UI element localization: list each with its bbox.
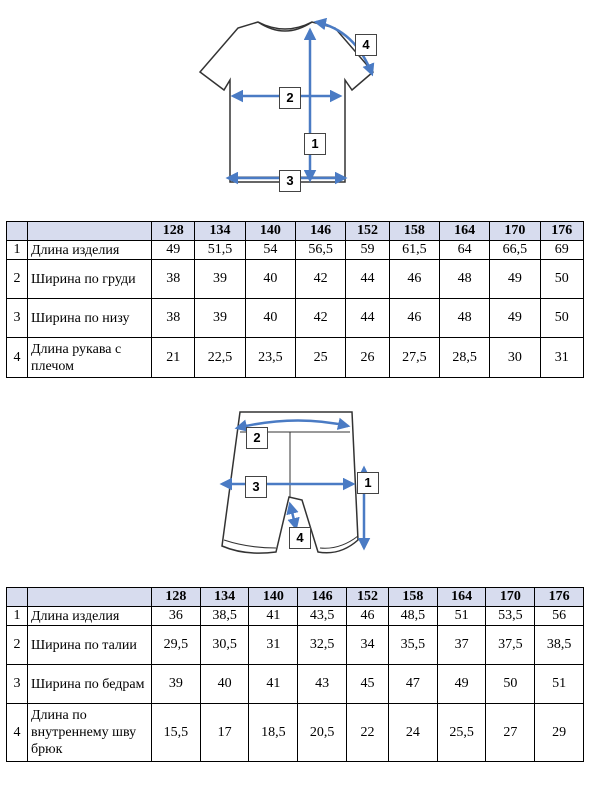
shorts-size-table bbox=[6, 587, 584, 762]
size-header: 176 bbox=[535, 588, 584, 607]
table-cell: 25,5 bbox=[437, 704, 486, 762]
header-blank bbox=[7, 222, 28, 241]
table-cell: 15,5 bbox=[152, 704, 201, 762]
tshirt-label-4: 4 bbox=[355, 34, 377, 56]
size-header: 170 bbox=[490, 222, 540, 241]
size-header: 164 bbox=[437, 588, 486, 607]
size-header: 158 bbox=[388, 588, 437, 607]
measure-name: Длина рукава с плечом bbox=[28, 338, 152, 378]
table-cell: 37,5 bbox=[486, 626, 535, 665]
table-cell: 46 bbox=[389, 260, 439, 299]
table-cell: 47 bbox=[388, 665, 437, 704]
table-cell: 32,5 bbox=[298, 626, 347, 665]
table-cell: 69 bbox=[540, 241, 583, 260]
table-cell: 50 bbox=[486, 665, 535, 704]
table-cell: 49 bbox=[490, 260, 540, 299]
table-cell: 30,5 bbox=[200, 626, 249, 665]
shorts-label-2: 2 bbox=[246, 427, 268, 449]
table-cell: 37 bbox=[437, 626, 486, 665]
table-cell: 56,5 bbox=[295, 241, 345, 260]
table-cell: 59 bbox=[346, 241, 389, 260]
table-cell: 18,5 bbox=[249, 704, 298, 762]
row-index: 4 bbox=[7, 704, 28, 762]
table-cell: 22 bbox=[346, 704, 388, 762]
size-header: 134 bbox=[195, 222, 245, 241]
size-header: 140 bbox=[245, 222, 295, 241]
table-cell: 41 bbox=[249, 607, 298, 626]
table-header-row bbox=[7, 588, 584, 607]
header-blank bbox=[28, 588, 152, 607]
size-header: 140 bbox=[249, 588, 298, 607]
table-cell: 30 bbox=[490, 338, 540, 378]
table-cell: 31 bbox=[249, 626, 298, 665]
measure-name: Ширина по груди bbox=[28, 260, 152, 299]
size-header: 128 bbox=[152, 588, 201, 607]
table-cell: 27,5 bbox=[389, 338, 439, 378]
table-cell: 40 bbox=[200, 665, 249, 704]
measure-name: Длина изделия bbox=[28, 241, 152, 260]
table-cell: 46 bbox=[389, 299, 439, 338]
size-header: 170 bbox=[486, 588, 535, 607]
row-index: 1 bbox=[7, 241, 28, 260]
table-cell: 44 bbox=[346, 260, 389, 299]
table-cell: 29,5 bbox=[152, 626, 201, 665]
table-cell: 64 bbox=[439, 241, 489, 260]
size-header: 146 bbox=[298, 588, 347, 607]
table-cell: 48 bbox=[439, 260, 489, 299]
tshirt-label-1: 1 bbox=[304, 133, 326, 155]
table-cell: 61,5 bbox=[389, 241, 439, 260]
table-header-row bbox=[7, 222, 584, 241]
table-cell: 49 bbox=[437, 665, 486, 704]
table-cell: 43 bbox=[298, 665, 347, 704]
table-row bbox=[7, 260, 584, 299]
table-cell: 51 bbox=[437, 607, 486, 626]
measure-name: Ширина по талии bbox=[28, 626, 152, 665]
size-header: 164 bbox=[439, 222, 489, 241]
table-cell: 35,5 bbox=[388, 626, 437, 665]
tshirt-label-2: 2 bbox=[279, 87, 301, 109]
size-header: 152 bbox=[346, 222, 389, 241]
table-cell: 44 bbox=[346, 299, 389, 338]
table-cell: 28,5 bbox=[439, 338, 489, 378]
table-cell: 45 bbox=[346, 665, 388, 704]
table-cell: 66,5 bbox=[490, 241, 540, 260]
measure-name: Ширина по бедрам bbox=[28, 665, 152, 704]
table-cell: 40 bbox=[245, 260, 295, 299]
table-cell: 49 bbox=[490, 299, 540, 338]
table-cell: 48,5 bbox=[388, 607, 437, 626]
row-index: 4 bbox=[7, 338, 28, 378]
tshirt-label-3: 3 bbox=[279, 170, 301, 192]
size-header: 158 bbox=[389, 222, 439, 241]
table-cell: 42 bbox=[295, 260, 345, 299]
table-cell: 38 bbox=[152, 299, 195, 338]
table-row bbox=[7, 607, 584, 626]
table-cell: 42 bbox=[295, 299, 345, 338]
table-cell: 31 bbox=[540, 338, 583, 378]
table-row bbox=[7, 299, 584, 338]
table-cell: 51 bbox=[535, 665, 584, 704]
table-cell: 24 bbox=[388, 704, 437, 762]
tshirt-size-table bbox=[6, 221, 584, 378]
table-cell: 39 bbox=[152, 665, 201, 704]
size-header: 176 bbox=[540, 222, 583, 241]
table-row bbox=[7, 338, 584, 378]
table-cell: 34 bbox=[346, 626, 388, 665]
table-cell: 26 bbox=[346, 338, 389, 378]
size-header: 152 bbox=[346, 588, 388, 607]
table-cell: 46 bbox=[346, 607, 388, 626]
table-cell: 20,5 bbox=[298, 704, 347, 762]
table-cell: 23,5 bbox=[245, 338, 295, 378]
table-cell: 54 bbox=[245, 241, 295, 260]
table-cell: 41 bbox=[249, 665, 298, 704]
table-cell: 56 bbox=[535, 607, 584, 626]
table-row bbox=[7, 241, 584, 260]
row-index: 2 bbox=[7, 626, 28, 665]
measure-name: Ширина по низу bbox=[28, 299, 152, 338]
row-index: 3 bbox=[7, 299, 28, 338]
header-blank bbox=[28, 222, 152, 241]
table-cell: 48 bbox=[439, 299, 489, 338]
table-cell: 38,5 bbox=[535, 626, 584, 665]
row-index: 2 bbox=[7, 260, 28, 299]
table-cell: 29 bbox=[535, 704, 584, 762]
table-cell: 53,5 bbox=[486, 607, 535, 626]
row-index: 1 bbox=[7, 607, 28, 626]
table-row bbox=[7, 626, 584, 665]
shorts-label-1: 1 bbox=[357, 472, 379, 494]
header-blank bbox=[7, 588, 28, 607]
table-cell: 17 bbox=[200, 704, 249, 762]
table-cell: 38 bbox=[152, 260, 195, 299]
size-header: 128 bbox=[152, 222, 195, 241]
size-header: 134 bbox=[200, 588, 249, 607]
table-cell: 49 bbox=[152, 241, 195, 260]
table-row bbox=[7, 665, 584, 704]
table-cell: 21 bbox=[152, 338, 195, 378]
table-cell: 27 bbox=[486, 704, 535, 762]
table-cell: 39 bbox=[195, 260, 245, 299]
table-cell: 39 bbox=[195, 299, 245, 338]
table-cell: 40 bbox=[245, 299, 295, 338]
table-cell: 36 bbox=[152, 607, 201, 626]
size-header: 146 bbox=[295, 222, 345, 241]
table-cell: 50 bbox=[540, 299, 583, 338]
row-index: 3 bbox=[7, 665, 28, 704]
table-cell: 43,5 bbox=[298, 607, 347, 626]
table-cell: 25 bbox=[295, 338, 345, 378]
table-cell: 51,5 bbox=[195, 241, 245, 260]
table-cell: 22,5 bbox=[195, 338, 245, 378]
measure-name: Длина по внутреннему шву брюк bbox=[28, 704, 152, 762]
table-row bbox=[7, 704, 584, 762]
table-cell: 50 bbox=[540, 260, 583, 299]
shorts-label-3: 3 bbox=[245, 476, 267, 498]
shorts-label-4: 4 bbox=[289, 527, 311, 549]
measure-name: Длина изделия bbox=[28, 607, 152, 626]
table-cell: 38,5 bbox=[200, 607, 249, 626]
